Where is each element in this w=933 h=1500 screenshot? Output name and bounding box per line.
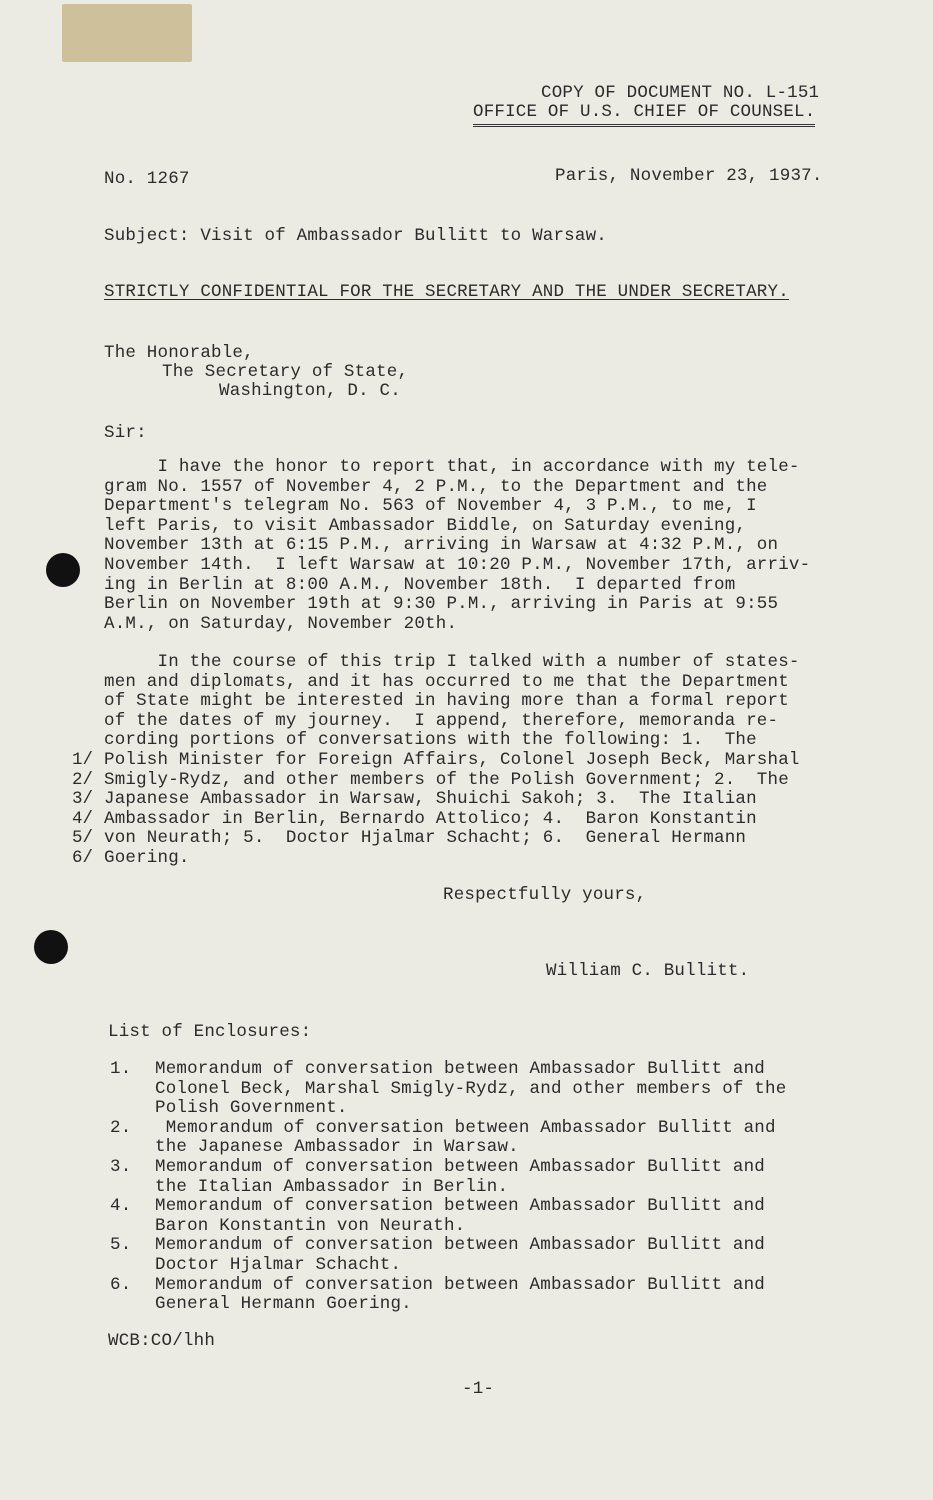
address-line-1: The Honorable,	[104, 343, 254, 363]
enclosure-2-line-1: Memorandum of conversation between Ambassador Bullitt and	[155, 1117, 776, 1138]
enclosure-6-line-2: General Hermann Goering.	[155, 1294, 412, 1315]
enclosure-4-line-2: Baron Konstantin von Neurath.	[155, 1215, 466, 1236]
paragraph-2-line-8: Japanese Ambassador in Warsaw, Shuichi Sakoh; 3. The Italian	[104, 789, 757, 810]
paragraph-1-line-8: Berlin on November 19th at 9:30 P.M., arriving in Paris at 9:55	[104, 594, 779, 615]
paragraph-1-line-4: left Paris, to visit Ambassador Biddle, on Saturday evening,	[104, 515, 747, 536]
closing: Respectfully yours,	[443, 885, 647, 905]
page-number: -1-	[462, 1379, 495, 1399]
paragraph-1-line-7: ing in Berlin at 8:00 A.M., November 18th. I departed from	[104, 574, 736, 595]
punch-hole-bottom	[34, 930, 68, 964]
punch-hole-top	[46, 553, 80, 587]
paragraph-1-line-1: I have the honor to report that, in accordance with my tele-	[104, 457, 800, 477]
subject-line: Subject: Visit of Ambassador Bullitt to Warsaw.	[104, 226, 607, 246]
salutation: Sir:	[104, 423, 147, 443]
enclosure-6-line-1: Memorandum of conversation between Ambassador Bullitt and	[155, 1274, 765, 1295]
initials: WCB:CO/lhh	[108, 1331, 216, 1351]
enclosure-3-line-2: the Italian Ambassador in Berlin.	[155, 1176, 509, 1197]
paragraph-2-line-7: Smigly-Rydz, and other members of the Polish Government; 2. The	[104, 769, 789, 790]
paragraph-2-line-1: In the course of this trip I talked with a number of states-	[104, 652, 800, 672]
enclosure-4-line-1: Memorandum of conversation between Ambassador Bullitt and	[155, 1196, 765, 1217]
paragraph-2-line-4: of the dates of my journey. I append, therefore, memoranda re-	[104, 710, 779, 731]
paragraph-2-line-6: Polish Minister for Foreign Affairs, Colonel Joseph Beck, Marshal	[104, 750, 800, 770]
paragraph-1-line-5: November 13th at 6:15 P.M., arriving in Warsaw at 4:32 P.M., on	[104, 535, 779, 556]
paragraph-2-line-10: von Neurath; 5. Doctor Hjalmar Schacht; 6. General Hermann	[104, 828, 747, 849]
enclosure-1-line-1: Memorandum of conversation between Ambassador Bullitt and	[155, 1059, 765, 1079]
enclosure-number-5: 5.	[110, 1235, 132, 1256]
paragraph-1-line-3: Department's telegram No. 563 of November 4, 3 P.M., to me, I	[104, 496, 757, 517]
enclosure-5-line-2: Doctor Hjalmar Schacht.	[155, 1255, 402, 1275]
enclosure-number-4: 4.	[110, 1196, 132, 1217]
signature: William C. Bullitt.	[546, 961, 750, 981]
margin-mark-5: 5/	[72, 828, 94, 849]
paragraph-2-line-11: Goering.	[104, 848, 190, 868]
paragraph-2-line-5: cording portions of conversations with the following: 1. The	[104, 730, 757, 751]
margin-mark-2: 2/	[72, 769, 94, 790]
enclosure-number-2: 2.	[110, 1117, 132, 1138]
paragraph-2-line-9: Ambassador in Berlin, Bernardo Attolico; 4. Baron Konstantin	[104, 808, 757, 829]
address-line-3: Washington, D. C.	[219, 381, 401, 401]
paragraph-1-line-6: November 14th. I left Warsaw at 10:20 P.M., November 17th, arriv-	[104, 555, 811, 575]
confidential-line: STRICTLY CONFIDENTIAL FOR THE SECRETARY AND THE UNDER SECRETARY.	[104, 282, 789, 302]
enclosure-number-3: 3.	[110, 1157, 132, 1177]
enclosure-1-line-2: Colonel Beck, Marshal Smigly-Rydz, and other members of the	[155, 1078, 787, 1099]
header-line-2: OFFICE OF U.S. CHIEF OF COUNSEL.	[473, 103, 815, 127]
paragraph-1-line-2: gram No. 1557 of November 4, 2 P.M., to the Department and the	[104, 476, 768, 497]
tape-strip	[62, 4, 192, 62]
document-number: No. 1267	[104, 169, 190, 189]
enclosure-number-6: 6.	[110, 1274, 132, 1295]
margin-mark-1: 1/	[72, 750, 94, 770]
margin-mark-6: 6/	[72, 848, 94, 868]
address-line-2: The Secretary of State,	[162, 362, 409, 382]
paragraph-2-line-2: men and diplomats, and it has occurred to me that the Department	[104, 671, 789, 692]
margin-mark-4: 4/	[72, 808, 94, 829]
margin-mark-3: 3/	[72, 789, 94, 810]
enclosures-title: List of Enclosures:	[108, 1022, 312, 1042]
enclosure-number-1: 1.	[110, 1059, 132, 1079]
enclosure-5-line-1: Memorandum of conversation between Ambassador Bullitt and	[155, 1235, 765, 1256]
paragraph-1-line-9: A.M., on Saturday, November 20th.	[104, 613, 458, 634]
paragraph-2-line-3: of State might be interested in having more than a formal report	[104, 691, 789, 712]
dateline: Paris, November 23, 1937.	[555, 166, 823, 186]
header-line-1: COPY OF DOCUMENT NO. L-151	[541, 83, 820, 103]
enclosure-1-line-3: Polish Government.	[155, 1098, 348, 1119]
enclosure-3-line-1: Memorandum of conversation between Ambassador Bullitt and	[155, 1157, 765, 1177]
enclosure-2-line-2: the Japanese Ambassador in Warsaw.	[155, 1137, 519, 1158]
